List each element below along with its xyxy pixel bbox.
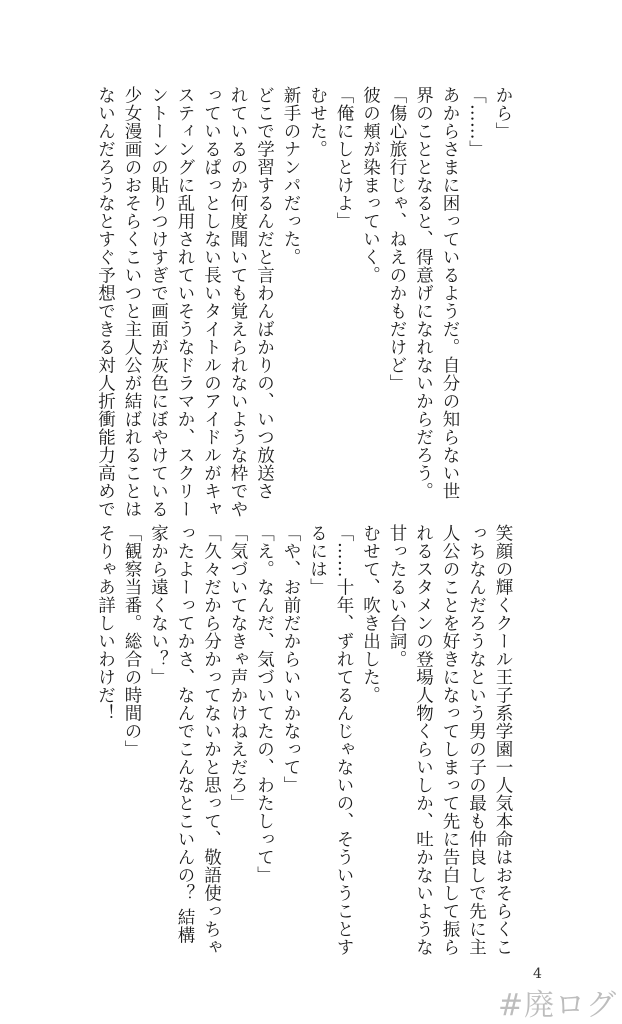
text-line: 「……十年、ずれてるんじゃないの、そういうことす xyxy=(334,524,354,956)
text-line: 彼の頬が染まっていく。 xyxy=(360,86,381,284)
text-line: 新手のナンパだった。 xyxy=(281,86,301,266)
text-line: 「え。なんだ、気づいてたの、わたしって」 xyxy=(254,524,275,884)
text-line: 「気づいてなきゃ声かけねえだろ」 xyxy=(228,524,248,812)
text-line: ないんだろうなとすぐ予想できる対人折衝能力高めで xyxy=(95,86,116,518)
watermark: #廃ログ xyxy=(498,988,618,1023)
text-line: むせて、吹き出した。 xyxy=(360,524,381,704)
text-line: っちなんだろうなという男の子の最も仲良しで先に主 xyxy=(466,524,487,956)
text-line: 「俺にしとけよ」 xyxy=(334,86,354,230)
text-line: 界のこととなると、得意げになれないからだろう。 xyxy=(413,86,434,500)
text-line: ントーンの貼りつけすぎで画面が灰色にぼやけている xyxy=(148,86,169,518)
text-line: 「や、お前だからいいかなって」 xyxy=(281,524,301,794)
text-line: 「久々だから分かってないかと思って、敬語使っちゃ xyxy=(201,524,222,956)
text-line: 甘ったるい台詞。 xyxy=(387,524,407,668)
text-line: れているのか何度聞いても覚えられないような枠でや xyxy=(228,86,248,518)
text-line: むせた。 xyxy=(307,86,328,158)
text-block-top xyxy=(92,86,516,518)
text-line: ったよーってかさ、なんでこんなとこいんの？ 結構 xyxy=(175,524,195,945)
text-line: そりゃあ詳しいわけだ！ xyxy=(95,524,116,722)
text-line: スティングに乱用されていそうなドラマか、スクリー xyxy=(175,86,195,518)
text-line: どこで学習するんだと言わんばかりの、いつ放送さ xyxy=(254,86,275,500)
text-line: 人公のことを好きになってしまって先に告白して振ら xyxy=(440,524,460,956)
text-block-bottom xyxy=(92,524,516,954)
text-line: るには」 xyxy=(307,524,328,596)
text-line: 「傷心旅行じゃ、ねえのかもだけど」 xyxy=(387,86,407,392)
text-line: 「……」 xyxy=(466,86,487,158)
text-line: 少女漫画のおそらくこいつと主人公が結ばれることは xyxy=(122,86,142,518)
text-line: 家から遠くない？」 xyxy=(148,524,169,686)
text-line: っているぱっとしない長いタイトルのアイドルがキャ xyxy=(201,86,222,518)
text-line: れるスタメンの登場人物くらいしか、吐かないような xyxy=(413,524,434,956)
page-number: 4 xyxy=(533,966,542,982)
text-line: 「観察当番。総合の時間の」 xyxy=(122,524,142,758)
text-line: 笑顔の輝くクール王子系学園一人気本命はおそらくこ xyxy=(493,524,513,956)
text-line: あからさまに困っているようだ。自分の知らない世 xyxy=(440,86,460,500)
text-line: から」 xyxy=(493,86,513,140)
